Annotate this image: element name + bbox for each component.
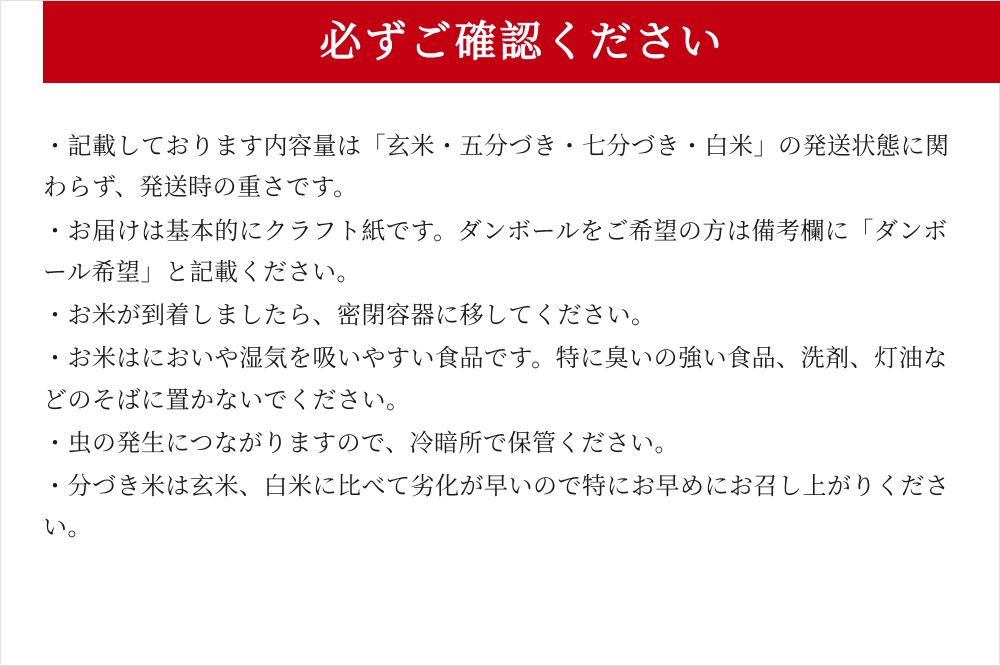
page-title: 必ずご確認ください [319, 17, 725, 66]
list-item: ・お届けは基本的にクラフト紙です。ダンボールをご希望の方は備考欄に「ダンボール希望」と記載ください。 [43, 216, 948, 286]
list-item: ・お米はにおいや湿気を吸いやすい食品です。特に臭いの強い食品、洗剤、灯油などのそばに置かないでください。 [43, 344, 948, 414]
list-item: ・記載しております内容量は「玄米・五分づき・七分づき・白米」の発送状態に関わらず、発送時の重さです。 [43, 132, 950, 202]
notice-list [43, 126, 959, 551]
list-item: ・分づき米は玄米、白米に比べて劣化が早いので特にお早めにお召し上がりください。 [43, 472, 950, 542]
list-item: ・お米が到着しましたら、密閉容器に移してください。 [43, 301, 656, 330]
notice-header-band [43, 1, 1000, 83]
list-item: ・虫の発生につながりますので、冷暗所で保管ください。 [43, 428, 680, 457]
